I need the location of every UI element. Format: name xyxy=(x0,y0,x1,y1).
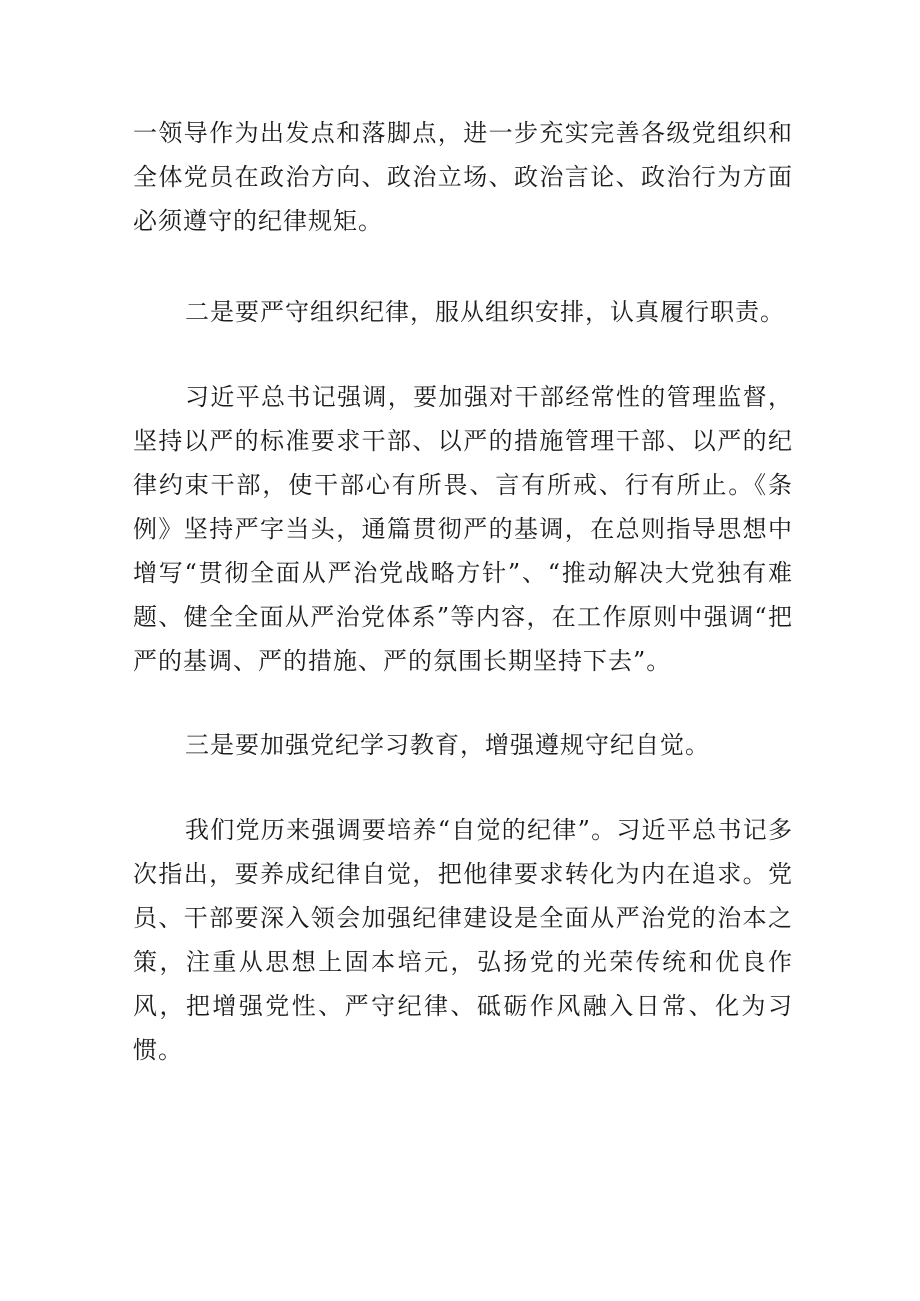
paragraph-heading-three: 三是要加强党纪学习教育，增强遵规守纪自觉。 xyxy=(185,731,710,759)
paragraph-body: 习近平总书记强调，要加强对干部经常性的管理监督，坚持以严的标准要求干部、以严的措施管理干部、以严的纪律约束干部，使干部心有所畏、言有所戒、行有所止。《条例》坚持严字当头，通篇贯彻严的基调，在总则指导思想中增写“贯彻全面从严治党战略方针”、“推动解决大党独有难题、健全全面从严治党体系”等内容，在工作原则中强调“把严的基调、严的措施、严的氛围长期坚持下去”。 xyxy=(133,383,793,675)
paragraph-continuation: 一领导作为出发点和落脚点，进一步充实完善各级党组织和全体党员在政治方向、政治立场、政治言论、政治行为方面必须遵守的纪律规矩。 xyxy=(133,119,793,235)
paragraph-body: 我们党历来强调要培养“自觉的纪律”。习近平总书记多次指出，要养成纪律自觉，把他律要求转化为内在追求。党员、干部要深入领会加强纪律建设是全面从严治党的治本之策，注重从思想上固本培元，弘扬党的光荣传统和优良作风，把增强党性、严守纪律、砥砺作风融入日常、化为习惯。 xyxy=(133,816,793,1064)
paragraph-heading-two: 二是要严守组织纪律，服从组织安排，认真履行职责。 xyxy=(185,298,785,326)
